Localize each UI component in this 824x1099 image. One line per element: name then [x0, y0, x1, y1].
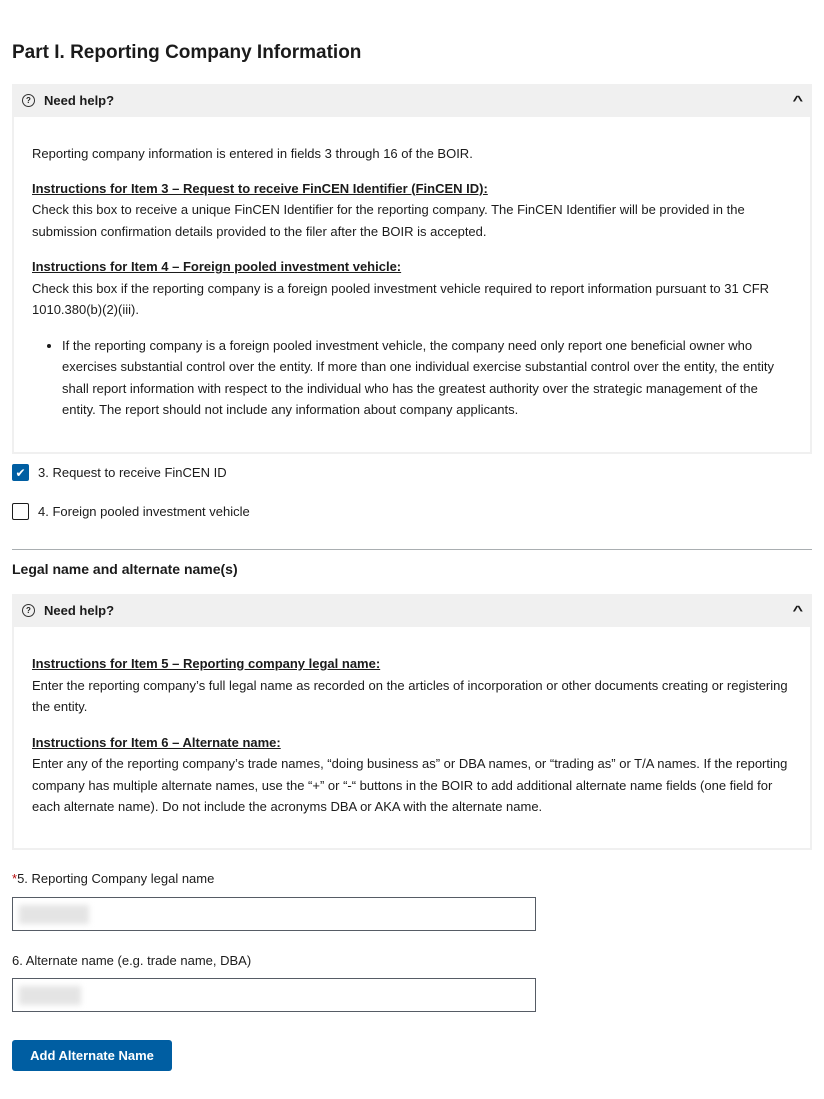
question-circle-icon: ? [22, 604, 35, 617]
add-alternate-name-button[interactable]: Add Alternate Name [12, 1040, 172, 1071]
checkbox-label: 3. Request to receive FinCEN ID [38, 465, 227, 480]
alternate-name-input[interactable] [12, 978, 536, 1012]
item5-text: Enter the reporting company’s full legal name as recorded on the articles of incorporation or other documents creating or registering the entity. [32, 677, 788, 714]
divider [12, 549, 812, 550]
field5-label [12, 871, 214, 886]
field5-label-text: 5. Reporting Company legal name [17, 871, 215, 886]
item4-heading: Instructions for Item 4 – Foreign pooled investment vehicle: [32, 259, 402, 274]
field6-label: 6. Alternate name (e.g. trade name, DBA) [12, 953, 252, 968]
redacted-value [19, 986, 81, 1005]
help-panel-1 [12, 117, 812, 454]
checkbox-empty-icon[interactable] [12, 503, 29, 520]
need-help-label: Need help? [44, 93, 115, 108]
need-help-toggle[interactable] [12, 84, 812, 117]
chevron-up-icon: ^ [792, 603, 804, 618]
section-heading: Legal name and alternate name(s) [12, 561, 238, 577]
item4-bullet: • If the reporting company is a foreign pooled investment vehicle, the company need only report one beneficial owner who exercises substantial control over the entity. If more than one individual exercise substantial control over the entity, the entity shall report information with respect to the individual who has the greatest authority over the strategic management of the entity. The report should not include any information about company applicants. [62, 335, 792, 421]
item6-text: Enter any of the reporting company’s trade names, “doing business as” or DBA names, or “trading as” or T/A names. If the reporting company has multiple alternate names, use the “+” or “-“ buttons in the BOIR to add additional alternate name fields (one field for each alternate name). Do not include the acronyms DBA or AKA with the alternate name. [32, 756, 788, 814]
question-circle-icon: ? [22, 94, 35, 107]
page-title: Part I. Reporting Company Information [12, 42, 362, 63]
chevron-up-icon: ^ [792, 93, 804, 108]
item3-heading: Instructions for Item 3 – Request to receive FinCEN Identifier (FinCEN ID): [32, 180, 488, 196]
help-panel-2 [12, 627, 812, 850]
checkbox-foreign-pooled[interactable] [12, 503, 250, 520]
item5-heading: Instructions for Item 5 – Reporting company legal name: [32, 656, 381, 671]
help-intro: Reporting company information is entered in fields 3 through 16 of the BOIR. [32, 146, 473, 161]
checkbox-fincen-id[interactable] [12, 464, 227, 481]
checkmark-icon[interactable]: ✔ [12, 464, 29, 481]
redacted-value [19, 905, 89, 924]
item4-text: Check this box if the reporting company is a foreign pooled investment vehicle required to report information pursuant to 31 CFR 1010.380(b)(2)(iii). [32, 280, 770, 317]
checkbox-label: 4. Foreign pooled investment vehicle [38, 504, 250, 519]
need-help-label: Need help? [44, 603, 115, 618]
need-help-toggle-2[interactable] [12, 594, 812, 627]
item6-heading: Instructions for Item 6 – Alternate name: [32, 734, 281, 750]
item3-text: Check this box to receive a unique FinCEN Identifier for the reporting company. The FinCEN Identifier will be provided in the submission confirmation details provided to the filer after the BOIR is accepted. [32, 202, 745, 239]
required-marker: * [12, 871, 18, 886]
legal-name-input[interactable] [12, 897, 536, 931]
